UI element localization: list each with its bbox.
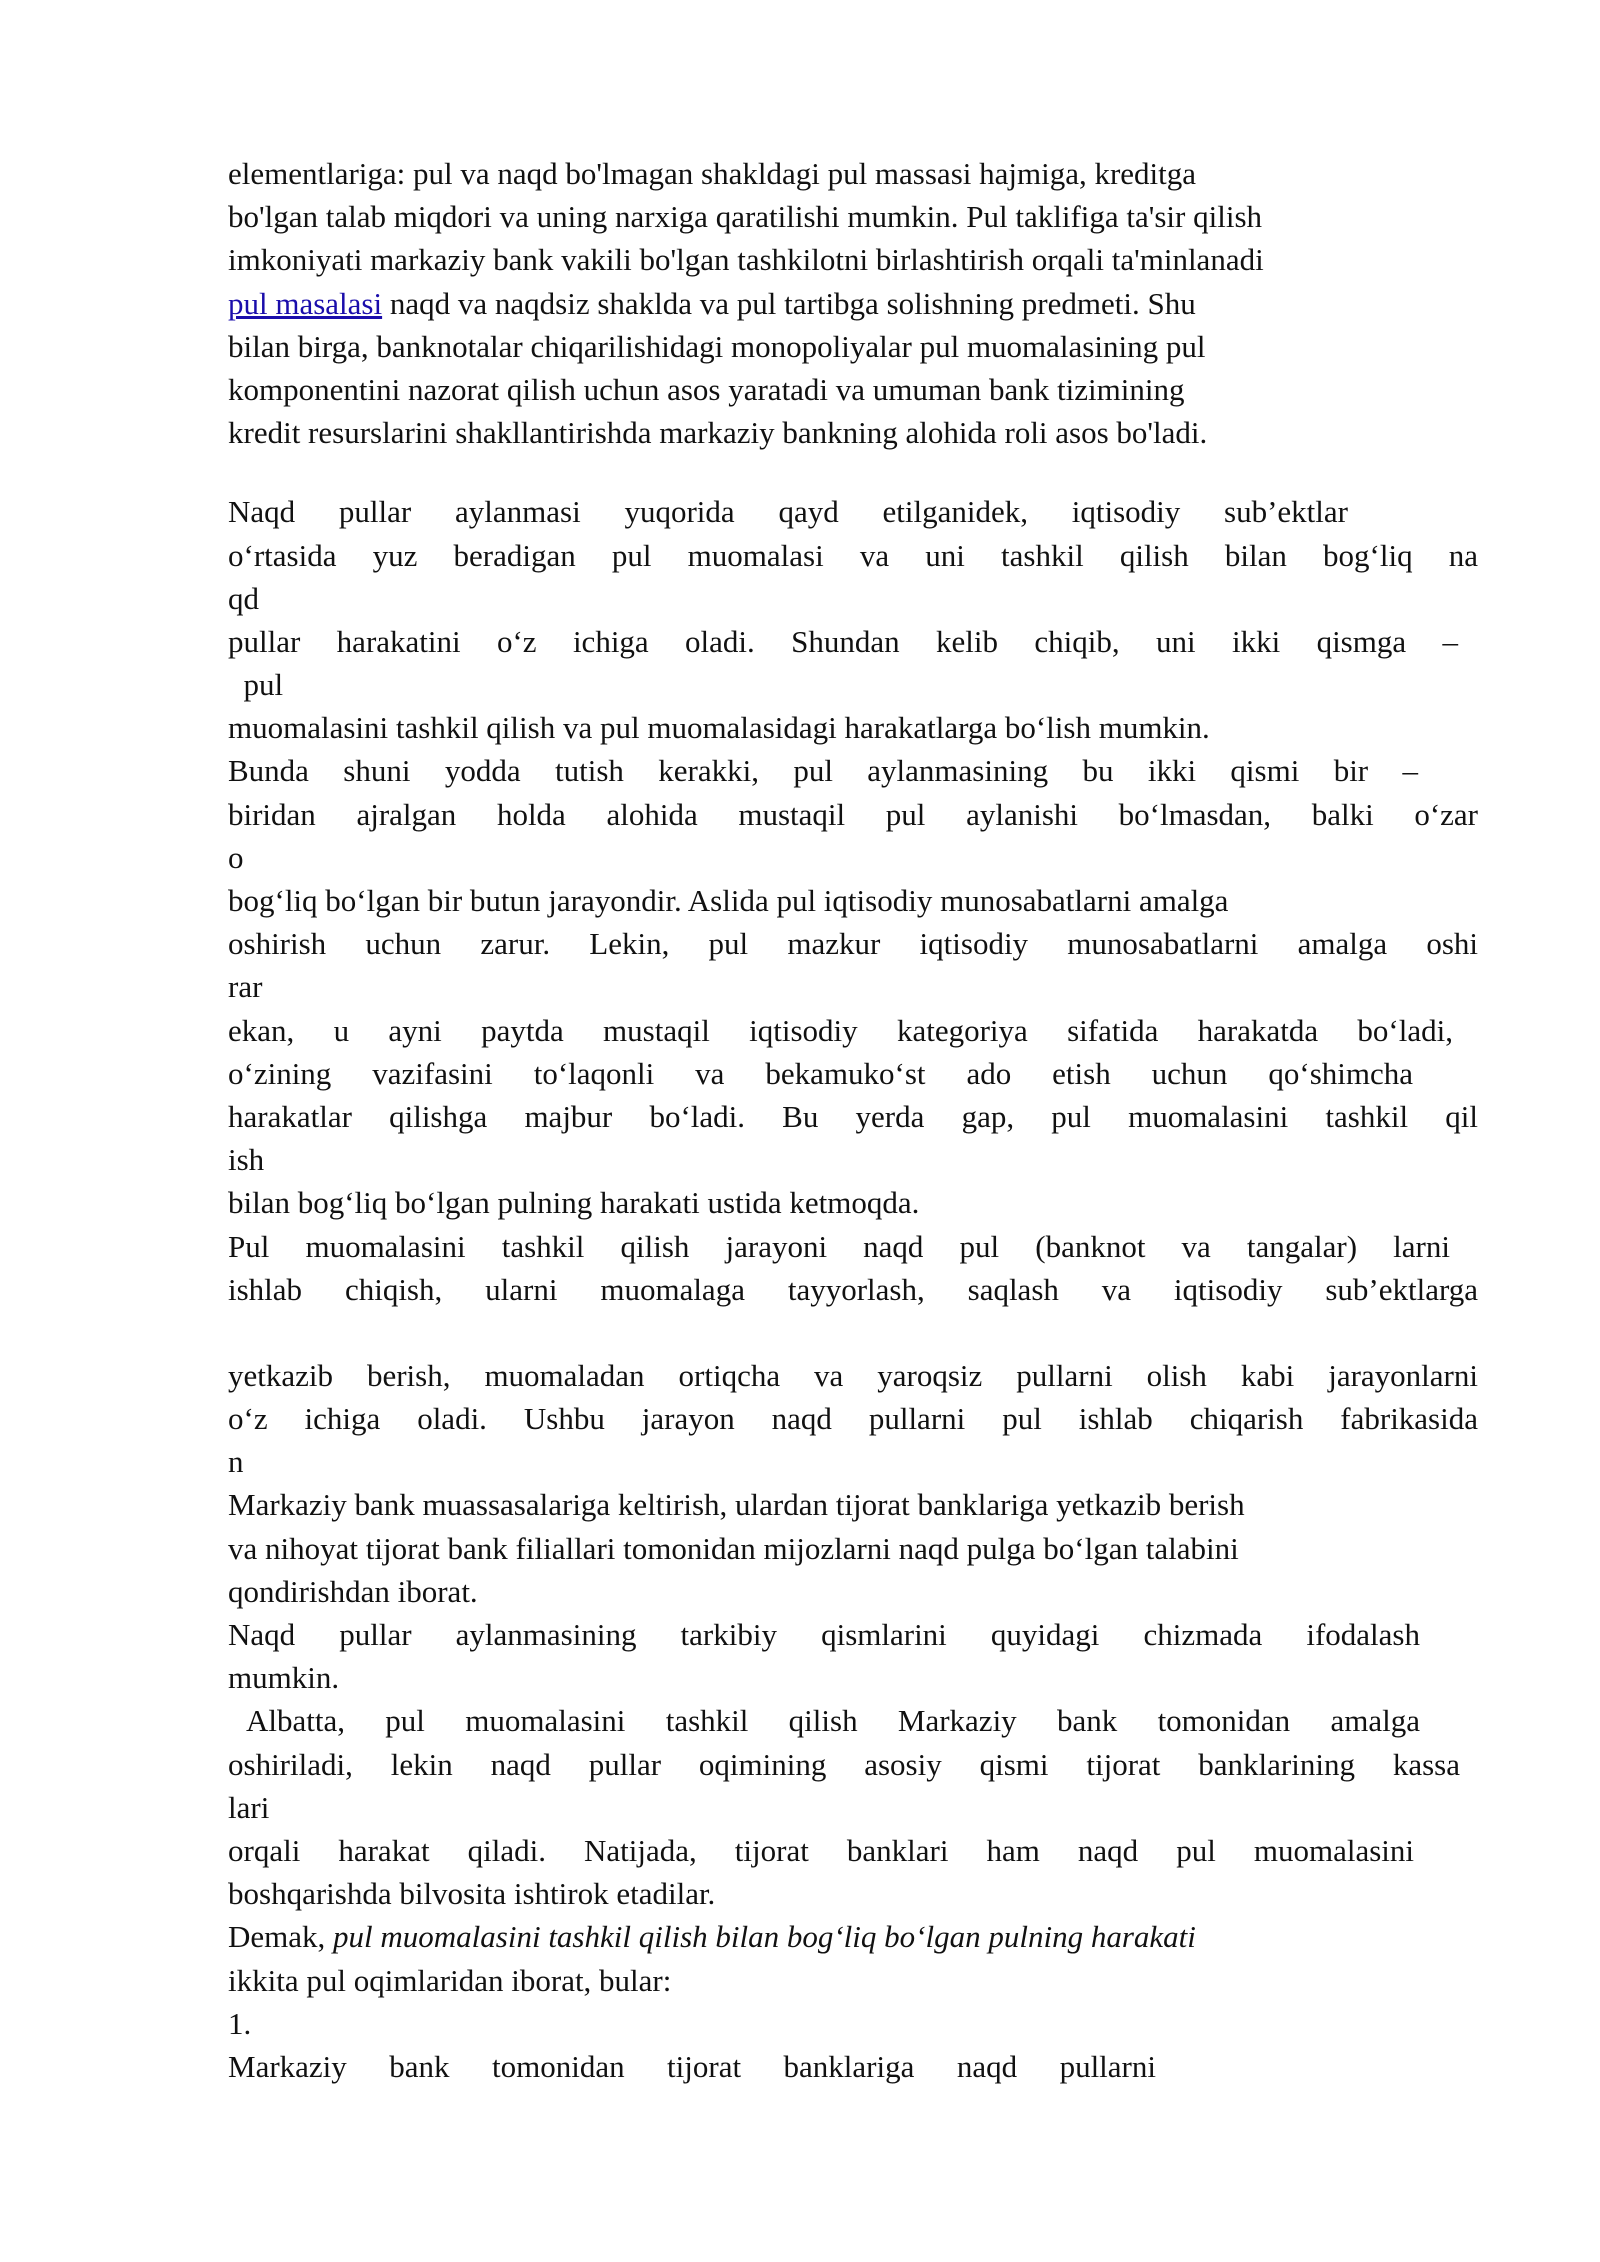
text-line: orqali harakat qiladi. Natijada, tijorat banklari ham naqd pul muomalasini — [228, 1832, 1414, 1868]
text-line: elementlariga: pul va naqd bo'lmagan shakldagi pul massasi hajmiga, kreditga — [228, 156, 1197, 191]
text-line: Bunda shuni yodda tutish kerakki, pul aylanmasining bu ikki qismi bir – — [228, 753, 1418, 789]
text-line: oshirish uchun zarur. Lekin, pul mazkur iqtisodiy munosabatlarni amalga oshi — [228, 926, 1478, 962]
text-line: ishlab chiqish, ularni muomalaga tayyorlash, saqlash va iqtisodiy sub’ektlarga — [228, 1271, 1478, 1307]
emphasis-text: pul muomalasini tashkil qilish bilan bog‘liq bo‘lgan pulning harakati — [333, 1919, 1196, 1955]
text-line: muomalasini tashkil qilish va pul muomalasidagi harakatlarga bo‘lish mumkin. — [228, 710, 1210, 746]
text-line: o — [228, 839, 244, 875]
text-line: ikkita pul oqimlaridan iborat, bular: — [228, 1962, 672, 1998]
text-line: harakatlar qilishga majbur bo‘ladi. Bu yerda gap, pul muomalasini tashkil qil — [228, 1098, 1478, 1134]
text-line: komponentini nazorat qilish uchun asos yaratadi va umuman bank tizimining — [228, 371, 1185, 407]
text-line: n — [228, 1444, 244, 1480]
paragraph-gap — [228, 454, 1478, 490]
text-line: kredit resurslarini shakllantirishda markaziy bankning alohida roli asos bo'ladi. — [228, 415, 1208, 451]
text-line — [228, 1915, 1478, 1958]
text-line: Pul muomalasini tashkil qilish jarayoni naqd pul (banknot va tangalar) larni — [228, 1228, 1450, 1264]
text-line: pul — [228, 667, 284, 703]
text-line: ekan, u ayni paytda mustaqil iqtisodiy kategoriya sifatida harakatda bo‘ladi, — [228, 1012, 1453, 1048]
text-line: boshqarishda bilvosita ishtirok etadilar. — [228, 1876, 716, 1912]
text-line: o‘z ichiga oladi. Ushbu jarayon naqd pullarni pul ishlab chiqarish fabrikasida — [228, 1401, 1478, 1437]
list-number: 1. — [228, 2005, 252, 2041]
paragraph-6 — [228, 1915, 1478, 2088]
text-line: ish — [228, 1142, 265, 1178]
text-line: o‘zining vazifasini to‘laqonli va bekamuko‘st ado etish uchun qo‘shimcha — [228, 1055, 1413, 1091]
text-line: pullar harakatini o‘z ichiga oladi. Shundan kelib chiqib, uni ikki qismga – — [228, 623, 1458, 659]
line-gap — [228, 1311, 1478, 1354]
text-line: bilan bog‘liq bo‘lgan pulning harakati ustida ketmoqda. — [228, 1185, 920, 1221]
text-line: bog‘liq bo‘lgan bir butun jarayondir. Aslida pul iqtisodiy munosabatlarni amalga — [228, 883, 1229, 918]
text-line: Markaziy bank muassasalariga keltirish, ulardan tijorat banklariga yetkazib berish — [228, 1487, 1245, 1523]
text-line: qd — [228, 580, 259, 616]
text-line: Albatta, pul muomalasini tashkil qilish Markaziy bank tomonidan amalga — [246, 1703, 1420, 1739]
paragraph-3 — [228, 1225, 1478, 1614]
text-line: Markaziy bank tomonidan tijorat banklariga naqd pullarni — [228, 2048, 1156, 2084]
text-line: va nihoyat tijorat bank filiallari tomonidan mijozlarni naqd pulga bo‘lgan talabini — [228, 1530, 1239, 1566]
text-line: rar — [228, 969, 263, 1005]
text-line: yetkazib berish, muomaladan ortiqcha va yaroqsiz pullarni olish kabi jarayonlarni — [228, 1357, 1478, 1393]
text-line: Naqd pullar aylanmasining tarkibiy qismlarini quyidagi chizmada ifodalash — [228, 1617, 1420, 1652]
pul-masalasi-link[interactable]: pul masalasi — [228, 285, 383, 321]
text-line: imkoniyati markaziy bank vakili bo'lgan tashkilotni birlashtirish orqali ta'minlanadi — [228, 242, 1264, 278]
text-line — [228, 282, 1478, 325]
paragraph-1 — [228, 152, 1478, 454]
text-line: o‘rtasida yuz beradigan pul muomalasi va uni tashkil qilish bilan bog‘liq na — [228, 537, 1478, 573]
paragraph-5 — [228, 1699, 1478, 1915]
text-line: bo'lgan talab miqdori va uning narxiga qaratilishi mumkin. Pul taklifiga ta'sir qilish — [228, 199, 1263, 235]
paragraph-4 — [228, 1613, 1478, 1699]
text-line: bilan birga, banknotalar chiqarilishidagi monopoliyalar pul muomalasining pul — [228, 328, 1206, 364]
text-line: oshiriladi, lekin naqd pullar oqimining asosiy qismi tijorat banklarining kassa — [228, 1746, 1460, 1782]
text-line: mumkin. — [228, 1660, 340, 1696]
text-line: biridan ajralgan holda alohida mustaqil pul aylanishi bo‘lmasdan, balki o‘zar — [228, 796, 1478, 832]
text-line: qondirishdan iborat. — [228, 1573, 478, 1609]
text-span: naqd va naqdsiz shaklda va pul tartibga solishning predmeti. Shu — [382, 285, 1196, 321]
document-body — [228, 152, 1478, 2088]
text-line: Naqd pullar aylanmasi yuqorida qayd etilganidek, iqtisodiy sub’ektlar — [228, 494, 1348, 530]
text-line: lari — [228, 1789, 270, 1825]
paragraph-2 — [228, 490, 1478, 1224]
text-span: Demak, — [228, 1919, 334, 1955]
